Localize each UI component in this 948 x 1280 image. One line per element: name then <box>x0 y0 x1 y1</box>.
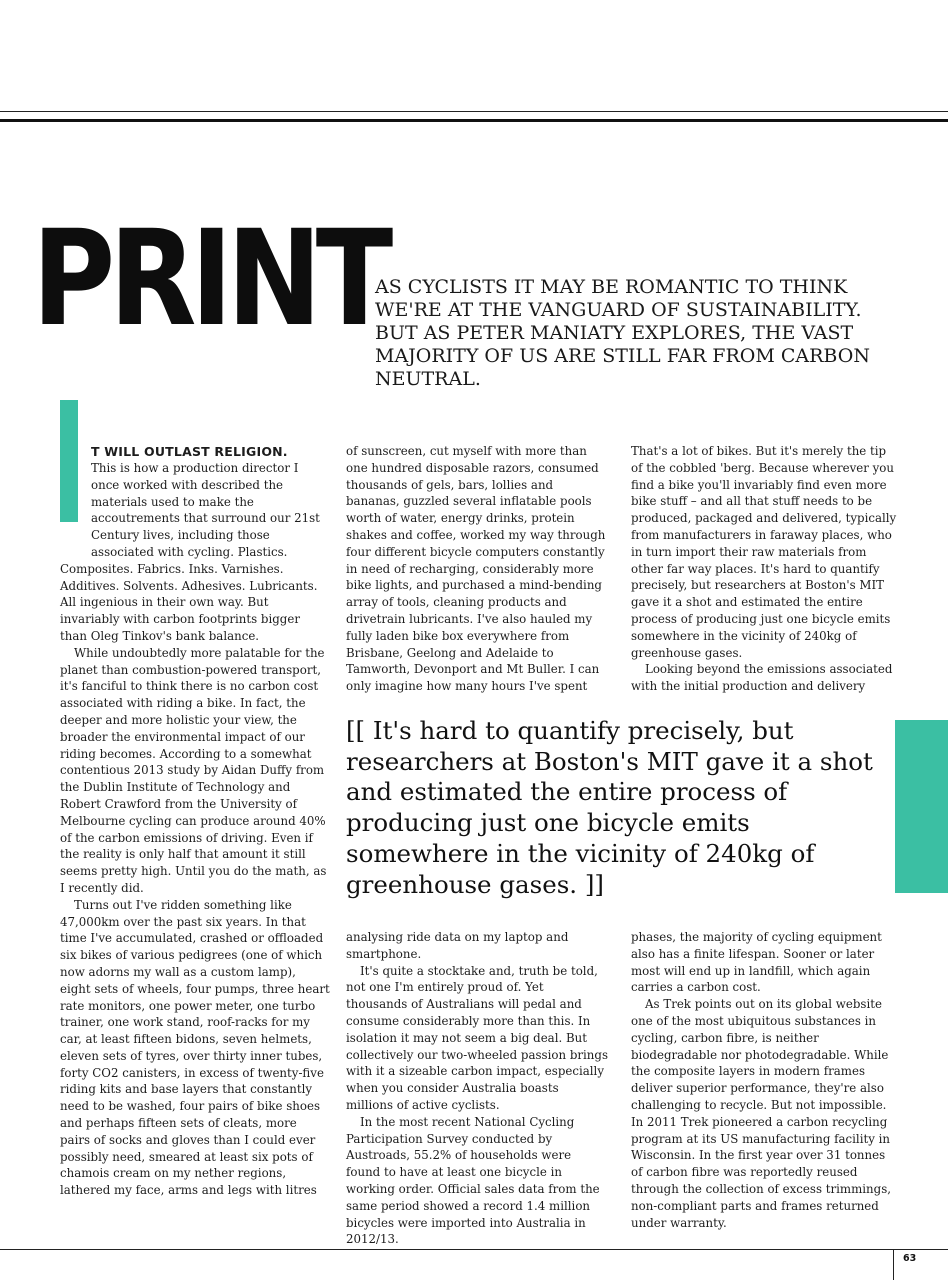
standfirst: AS CYCLISTS IT MAY BE ROMANTIC TO THINK WE'RE AT THE VANGUARD OF SUSTAINABILITY. BUT AS PETER MANIATY EXPLORES, THE VAST MAJORITY OF US ARE STILL FAR FROM CARBON NEUTRAL. <box>375 276 870 390</box>
paragraph: Looking beyond the emissions associated with the initial production and delivery <box>631 662 893 694</box>
page-number: 63 <box>903 1253 917 1264</box>
body-column-3-top <box>631 443 897 695</box>
paragraph: As Trek points out on its global website one of the most ubiquitous substances in cycling, carbon fibre, is neither biodegradable nor photodegradable. While the composite layers in modern frames deliver superior performance, they're also challenging to recycle. But not impossible. In 2011 Trek pioneered a carbon recycling program at its US manufacturing facility in Wisconsin. In the first year over 31 tonnes of carbon fibre was reportedly reused through the collection of excess trimmings, non-compliant parts and frames returned under warranty. <box>631 997 892 1230</box>
pull-quote: [[ It's hard to quantify precisely, but researchers at Boston's MIT gave it a shot and estimated the entire process of producing just one bicycle emits somewhere in the vicinity of 240kg of greenhouse gases. ]] <box>346 716 873 899</box>
header-rule-thick <box>0 119 948 122</box>
paragraph: Turns out I've ridden something like 47,000km over the past six years. In that time I've accumulated, crashed or offloaded six bikes of various pedigrees (one of which now adorns my wall as a custom lamp), eight sets of wheels, four pumps, three heart rate monitors, one power meter, one turbo trainer, one work stand, roof-racks for my car, at least fifteen bidons, seven helmets, eleven sets of tyres, over thirty inner tubes, forty CO2 canisters, in excess of twenty-five riding kits and base layers that constantly need to be washed, four pairs of bike shoes and perhaps fifteen sets of cleats, more pairs of socks and gloves than I could ever possibly need, smeared at least six pots of chamois cream on my nether regions, lathered my face, arms and legs with litres <box>60 897 330 1198</box>
paragraph: phases, the majority of cycling equipment also has a finite lifespan. Sooner or later most will end up in landfill, which again carries a carbon cost. <box>631 930 882 995</box>
paragraph: While undoubtedly more palatable for the planet than combustion-powered transport, it's fanciful to think there is no carbon cost associated with riding a bike. In fact, the deeper and more holistic your view, the broader the environmental impact of our riding becomes. According to a somewhat contentious 2013 study by Aidan Duffy from the Dublin Institute of Technology and Robert Crawford from the University of Melbourne cycling can produce around 40% of the carbon emissions of driving. Even if the reality is only half that amount it still seems pretty high. Until you do the math, as I recently did. <box>60 645 327 895</box>
footer-divider <box>893 1249 894 1280</box>
header-rule-thin <box>0 111 948 112</box>
paragraph: analysing ride data on my laptop and smartphone. <box>346 930 569 961</box>
dropcap-spacer <box>60 460 91 544</box>
paragraph: It's quite a stocktake and, truth be told, not one I'm entirely proud of. Yet thousands of Australians will pedal and consume considerably more than this. In isolation it may not seem a big deal. But collectively our two-wheeled passion brings with it a sizeable carbon impact, especially when you consider Australia boasts millions of active cyclists. <box>346 963 609 1112</box>
body-column-2-bottom <box>346 929 608 1248</box>
body-column-3-bottom <box>631 929 897 1231</box>
lead-in: T WILL OUTLAST RELIGION. <box>91 444 288 459</box>
paragraph: That's a lot of bikes. But it's merely the tip of the cobbled 'berg. Because wherever you find a bike you'll invariably find even more bike stuff – and all that stuff needs to be produced, packaged and delivered, typically from manufacturers in faraway places, who in turn import their raw materials from other far way places. It's hard to quantify precisely, but researchers at Boston's MIT gave it a shot and estimated the entire process of producing just one bicycle emits somewhere in the vicinity of 240kg of greenhouse gases. <box>631 444 897 660</box>
footer-rule <box>0 1249 948 1250</box>
paragraph: of sunscreen, cut myself with more than one hundred disposable razors, consumed thousands of gels, bars, lollies and bananas, guzzled several inflatable pools worth of water, energy drinks, protein shakes and coffee, worked my way through four different bicycle computers constantly in need of recharging, considerably more bike lights, and purchased a mind-bending array of tools, cleaning products and drivetrain lubricants. I've also hauled my fully laden bike box everywhere from Brisbane, Geelong and Adelaide to Tamworth, Devonport and Mt Buller. I can only imagine how many hours I've spent <box>346 444 606 694</box>
paragraph: This is how a production director I once worked with described the materials used to make the accoutrements that surround our 21st Century lives, including those associated with cycling. Plastics. Composites. Fabrics. Inks. Varnishes. Additives. Solvents. Adhesives. Lubricants. All ingenious in their own way. But invariably with carbon footprints bigger than Oleg Tinkov's bank balance. <box>60 461 320 643</box>
section-tab <box>895 720 948 893</box>
article-headline: PRINT <box>32 202 388 356</box>
body-column-2-top <box>346 443 608 695</box>
body-column-1 <box>60 443 330 1199</box>
paragraph: In the most recent National Cycling Participation Survey conducted by Austroads, 55.2% of households were found to have at least one bicycle in working order. Official sales data from the same period showed a record 1.4 million bicycles were imported into Australia in 2012/13. <box>346 1114 600 1247</box>
